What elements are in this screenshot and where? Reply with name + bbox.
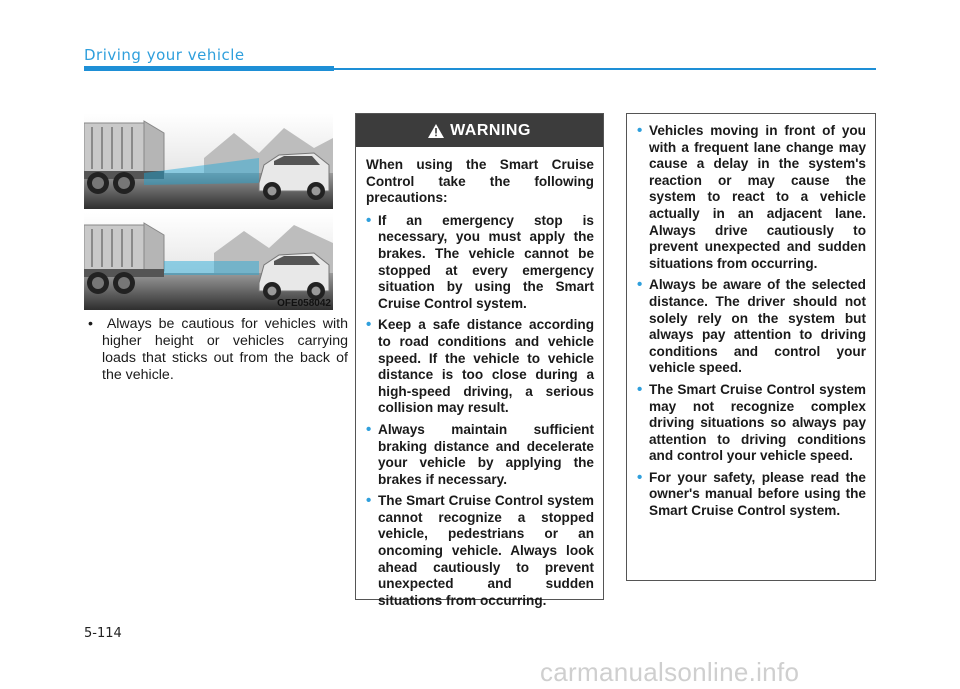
warning-item bbox=[637, 123, 866, 272]
section-title: Driving your vehicle bbox=[84, 46, 245, 64]
illustration-svg bbox=[84, 113, 333, 310]
caution-text: Always be cautious for vehicles with higher height or vehicles carrying loads that sticks out from the back of the vehicle. bbox=[102, 316, 348, 383]
bullet-dot: • bbox=[637, 468, 643, 486]
bullet-dot: • bbox=[366, 420, 372, 438]
warning-item bbox=[637, 470, 866, 520]
bullet-dot: • bbox=[88, 316, 93, 332]
page-number: 5-114 bbox=[84, 626, 122, 641]
bullet-dot: • bbox=[637, 380, 643, 398]
figure-code: OFE058042 bbox=[277, 298, 331, 309]
top-panel bbox=[84, 113, 333, 209]
bottom-panel bbox=[84, 213, 333, 310]
header-rule-thick bbox=[84, 66, 334, 71]
warning-item-text: For your safety, please read the owner's manual before using the Smart Cruise Control system. bbox=[649, 469, 866, 519]
bullet-dot: • bbox=[637, 276, 643, 294]
watermark: carmanualsonline.info bbox=[540, 657, 800, 687]
warning-item bbox=[366, 213, 594, 313]
bullet-dot: • bbox=[366, 492, 372, 510]
bullet-dot: • bbox=[366, 211, 372, 229]
warning-box bbox=[355, 113, 604, 608]
warning-intro: When using the Smart Cruise Control take the following precautions: bbox=[366, 157, 594, 206]
warning-item-text: Always be aware of the selected distance. The driver should not solely rely on the system but always pay attention to driving conditions and control your vehicle speed. bbox=[649, 277, 866, 376]
warning-item bbox=[637, 382, 866, 465]
warning-body bbox=[356, 147, 603, 609]
warning-item bbox=[366, 493, 594, 609]
warning-item-text: The Smart Cruise Control system cannot recognize a stopped vehicle, pedestrians or an oncoming vehicle. Always look ahead cautiously to prevent unexpected and sudden situations from occurring. bbox=[378, 493, 594, 608]
warning-triangle-icon bbox=[428, 124, 444, 138]
warning-item-text: If an emergency stop is necessary, you must apply the brakes. The vehicle cannot be stopped at every emergency situation by using the Smart Cruise Control system. bbox=[378, 212, 594, 311]
header-rule-thin bbox=[334, 68, 876, 70]
warning-item bbox=[366, 422, 594, 488]
warning-continued-box bbox=[626, 113, 876, 581]
warning-header bbox=[356, 114, 603, 147]
warning-item bbox=[637, 277, 866, 377]
warning-item-text: Always maintain sufficient braking distance and decelerate your vehicle by applying the brakes if necessary. bbox=[378, 421, 594, 487]
caution-bullet bbox=[88, 316, 348, 384]
warning-title: WARNING bbox=[450, 121, 531, 139]
bullet-dot: • bbox=[637, 122, 643, 139]
warning-item-text: Vehicles moving in front of you with a frequent lane change may cause a delay in the system's reaction or may cause the system to react to a vehicle actually in an adjacent lane. Always drive cautiously to prevent unexpected and sudden situations from occurring. bbox=[649, 123, 866, 271]
warning-item-text: Keep a safe distance according to road conditions and vehicle speed. If the vehicle to vehicle distance is too close during a high-speed driving, a serious collision may result. bbox=[378, 317, 594, 416]
truck-car-illustration bbox=[84, 113, 333, 310]
bullet-dot: • bbox=[366, 316, 372, 334]
warning-item bbox=[366, 317, 594, 417]
warning-item-text: The Smart Cruise Control system may not recognize complex driving situations so always pay attention to driving conditions and control your vehicle speed. bbox=[649, 381, 866, 464]
